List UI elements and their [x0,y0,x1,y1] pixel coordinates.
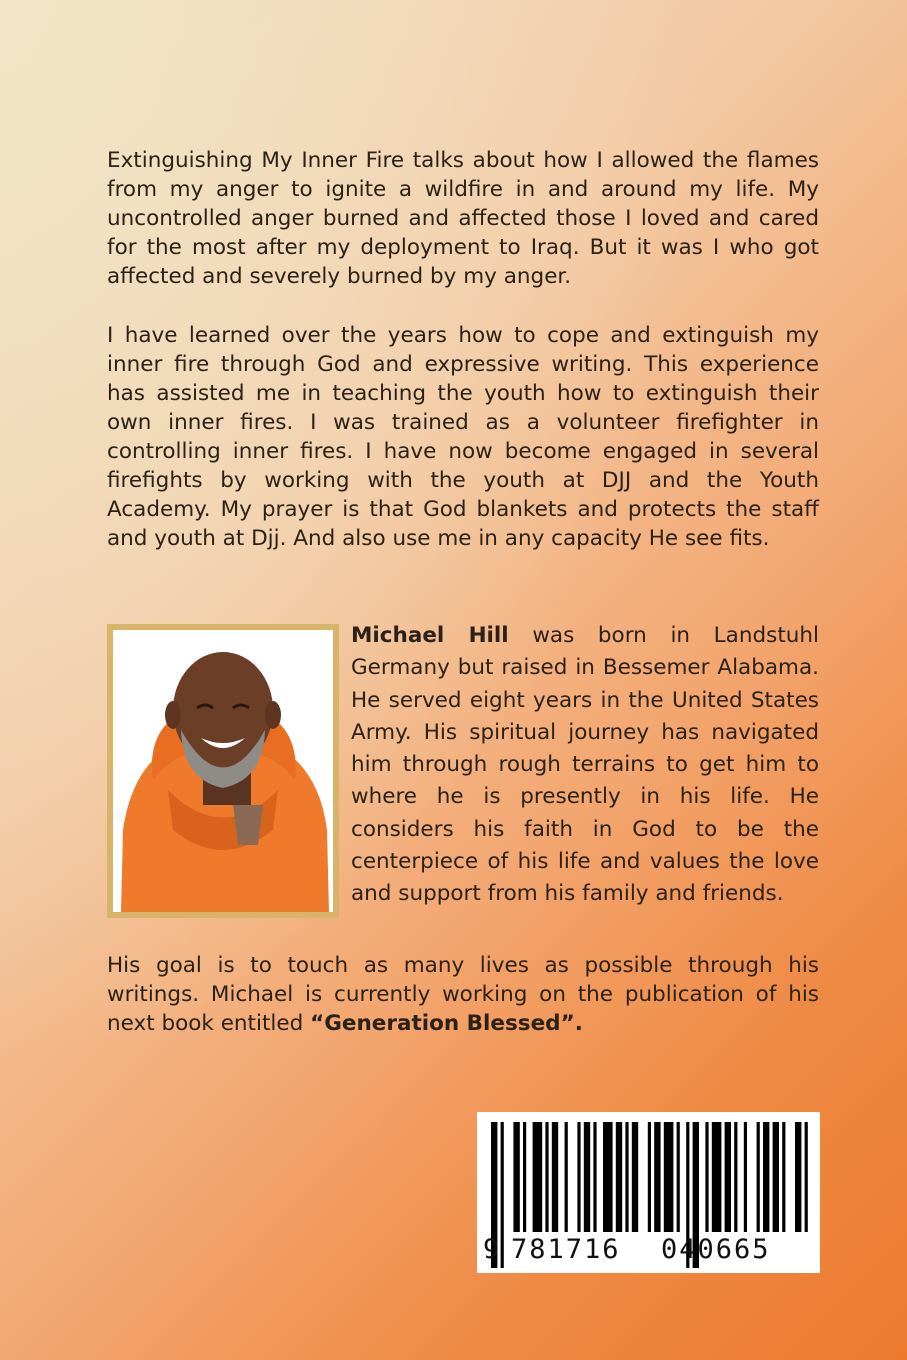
barcode-bar [805,1122,808,1232]
author-photo [107,624,339,918]
barcode-bar [513,1122,519,1232]
barcode-lead-digit: 9 [483,1234,502,1265]
barcode-bar [782,1122,785,1232]
barcode-bar [603,1122,613,1232]
closing-paragraph [107,951,819,1038]
barcode-bar [625,1122,628,1232]
barcode-bar [763,1122,769,1232]
barcode-right-digits: 040665 [661,1234,771,1265]
barcode-bar [545,1122,548,1232]
barcode-bar [648,1122,651,1232]
barcode-bar [565,1122,568,1232]
barcode-left-digits: 781716 [511,1234,621,1265]
isbn-barcode [477,1112,820,1273]
barcode-bar [773,1122,779,1232]
barcode-bar [593,1122,596,1232]
barcode-bar [725,1122,731,1232]
barcode-bar [705,1122,708,1232]
barcode-bar [664,1122,674,1232]
barcode-bar [616,1122,622,1232]
author-name: Michael Hill [351,623,509,648]
barcode-bar [712,1122,722,1232]
barcode-bar [654,1122,660,1232]
barcode-bar [734,1122,737,1232]
barcode-bar [552,1122,558,1232]
barcode-bar [584,1122,590,1232]
author-bio-text: was born in Landstuhl Germany but raised in Bessemer Alabama. He served eight years in the United States Army. His spiritual journey has navigated him through rough terrains to get him to where he is presently in his life. He considers his faith in God to be the centerpiece of his life and values the love and support from his family and friends. [351,623,819,907]
next-book-title: “Generation Blessed”. [310,1011,583,1036]
barcode-bar [533,1122,543,1232]
closing-text: His goal is to touch as many lives as possible through his writings. Michael is currently working on the publication of his next book entitled [107,953,819,1036]
barcode-bar [677,1122,680,1232]
barcode-bar [632,1122,638,1232]
barcode-bar [744,1122,747,1232]
barcode-bar [757,1122,760,1232]
description-paragraph-1: Extinguishing My Inner Fire talks about how I allowed the flames from my anger to ignite a wildfire in and around my life. My uncontrolled anger burned and affected those I loved and cared for the most after my deployment to Iraq. But it was I who got affected and severely burned by my anger. [107,148,819,289]
author-bio [351,620,819,911]
description-paragraph-2: I have learned over the years how to cope and extinguish my inner fire through God and expressive writing. This experience has assisted me in teaching the youth how to extinguish their own inner fires. I was trained as a volunteer firefighter in controlling inner fires. I have now become engaged in several firefights by working with the youth at DJJ and the Youth Academy. My prayer is that God blankets and protects the staff and youth at Djj. And also use me in any capacity He see fits. [107,323,819,551]
barcode-bar [523,1122,526,1232]
barcode-bar [577,1122,580,1232]
author-portrait-image [113,630,333,912]
barcode-bar [795,1122,801,1232]
